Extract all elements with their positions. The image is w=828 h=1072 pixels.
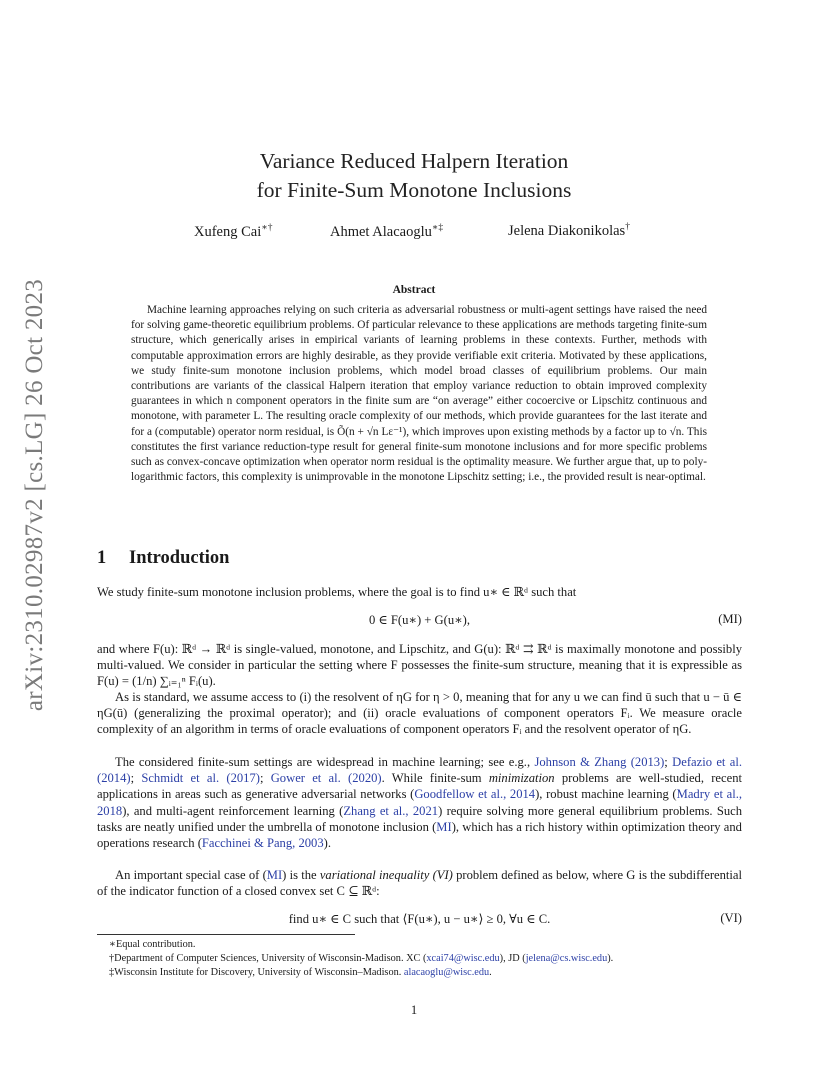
footnote-3: ‡Wisconsin Institute for Discovery, University of Wisconsin–Madison. alacaoglu@wisc.edu. [109, 967, 492, 978]
equation-vi-tag: (VI) [720, 911, 742, 925]
author-1: Xufeng Cai∗† [194, 223, 273, 240]
abstract-heading: Abstract [392, 284, 436, 296]
section-title: Introduction [129, 548, 230, 568]
footnote-1: ∗Equal contribution. [109, 939, 196, 950]
intro-paragraph-1: We study finite-sum monotone inclusion problems, where the goal is to find u∗ ∈ ℝᵈ such that [97, 585, 577, 599]
citation-link[interactable]: Goodfellow et al., 2014 [414, 787, 536, 802]
citation-link[interactable]: Defazio et al. (2014) [97, 755, 742, 786]
equation-ref-link[interactable]: MI [266, 868, 283, 882]
equation-vi-body: find u∗ ∈ C such that ⟨F(u∗), u − u∗⟩ ≥ 0, ∀u ∈ C. [288, 912, 551, 926]
equation-ref-link[interactable]: MI [436, 819, 452, 834]
author-3: Jelena Diakonikolas† [508, 222, 630, 239]
footnote-2: †Department of Computer Sciences, University of Wisconsin-Madison. XC (xcai74@wisc.edu), JD (jelena@cs.wisc.edu). [109, 953, 614, 964]
intro-paragraph-2: and where F(u): ℝᵈ → ℝᵈ is single-valued, monotone, and Lipschitz, and G(u): ℝᵈ ⇉ ℝᵈ is maximally monotone and possibly multi-valued. We consider in particular the setting where F possesses the finite-sum structure, meaning that it is expressible as F(u) = (1/n) ∑ᵢ₌₁ⁿ Fᵢ(u). [97, 642, 742, 689]
email-link[interactable]: alacaoglu@wisc.edu [403, 967, 490, 978]
footnote-divider [97, 934, 355, 935]
author-2: Ahmet Alacaoglu∗‡ [330, 223, 444, 240]
intro-paragraph-3: As is standard, we assume access to (i) the resolvent of ηG for η > 0, meaning that for any u we can find ū such that u − ū ∈ ηG(ū) (generalizing the proximal operator); and (ii) oracle evaluations of component operators Fᵢ. We measure oracle complexity of an algorithm in terms of oracle evaluations of component operators Fᵢ and the resolvent operator of ηG. [97, 690, 742, 737]
citation-link[interactable]: Madry et al., 2018 [97, 787, 742, 818]
email-link[interactable]: xcai74@wisc.edu [426, 953, 500, 964]
citation-link[interactable]: Johnson & Zhang (2013) [534, 755, 665, 769]
intro-paragraph-5: An important special case of (MI) is the variational inequality (VI) problem defined as below, where G is the subdifferential of the indicator function of a closed convex set C ⊆ ℝᵈ: [97, 868, 742, 899]
citation-link[interactable]: Schmidt et al. (2017) [141, 771, 260, 786]
title-line-1: Variance Reduced Halpern Iteration [259, 149, 569, 173]
arxiv-watermark [14, 278, 56, 712]
paper-title [0, 147, 828, 205]
arxiv-id: arXiv:2310.02987v2 [cs.LG] 26 Oct 2023 [21, 278, 48, 712]
equation-mi-body: 0 ∈ F(u∗) + G(u∗), [368, 613, 471, 627]
email-link[interactable]: jelena@cs.wisc.edu [525, 953, 608, 964]
citation-link[interactable]: Zhang et al., 2021 [343, 803, 439, 818]
citation-link[interactable]: Facchinei & Pang, 2003 [201, 836, 324, 851]
section-heading [97, 548, 229, 569]
abstract-text: Machine learning approaches relying on such criteria as adversarial robustness or multi-agent settings have raised the need for solving game-theoretic equilibrium problems. Of particular relevance to these applications are methods targeting finite-sum structure, which generically arises in empirical variants of learning problems in these contexts. Further, methods with computable approximation errors are highly desirable, as they provide verifiable exit criteria. Motivated by these applications, we study finite-sum monotone inclusion problems, which model broad classes of equilibrium problems. Our main contributions are variants of the classical Halpern iteration that employ variance reduction to obtain improved complexity guarantees in which n component operators in the finite sum are “on average” either cocoercive or Lipschitz continuous and monotone, with parameter L. The resulting oracle complexity of our methods, which provide guarantees for the last iterate and for a (computable) operator norm residual, is Õ(n + √n Lε⁻¹), which improves upon existing methods by a factor up to √n. This constitutes the first variance reduction-type result for general finite-sum monotone inclusions and for more specific problems such as convex-concave optimization when operator norm residual is the optimality measure. We further argue that, up to poly-logarithmic factors, this complexity is unimprovable in the monotone Lipschitz setting; i.e., the provided result is near-optimal. [131, 304, 707, 484]
intro-paragraph-4: The considered finite-sum settings are widespread in machine learning; see e.g., Johnson & Zhang (2013); Defazio et al. (2014); Schmidt et al. (2017); Gower et al. (2020). While finite-sum minimization problems are well-studied, recent applications in areas such as generative adversarial networks (Goodfellow et al., 2014), robust machine learning (Madry et al., 2018), and multi-agent reinforcement learning (Zhang et al., 2021) require solving more general equilibrium problems. Such tasks are neatly unified under the umbrella of monotone inclusion (MI), which has a rich history within optimization theory and operations research (Facchinei & Pang, 2003). [97, 755, 743, 851]
title-line-2: for Finite-Sum Monotone Inclusions [256, 178, 572, 202]
equation-mi-tag: (MI) [718, 612, 742, 626]
page-number: 1 [410, 1003, 418, 1017]
section-number: 1 [97, 548, 107, 568]
citation-link[interactable]: Gower et al. (2020) [270, 771, 382, 786]
